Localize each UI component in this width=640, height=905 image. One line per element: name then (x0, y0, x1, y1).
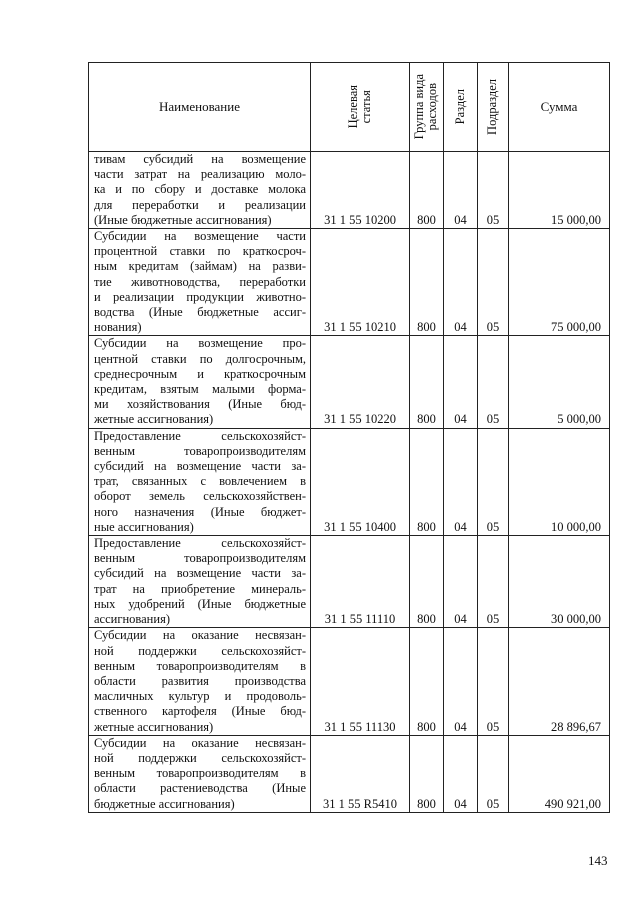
header-section (444, 63, 478, 152)
header-sum: Сумма (509, 63, 610, 152)
row-name-line: ственного картофеля (Иные бюд- (94, 704, 306, 719)
row-name-line: венным товаропроизводителям в (94, 766, 306, 781)
row-subsection-cell: 05 (478, 336, 509, 428)
row-name-cell (89, 152, 311, 229)
row-name-line: Предоставление сельскохозяйст- (94, 536, 306, 551)
row-target-cell: 31 1 55 10210 (311, 229, 410, 336)
row-group-cell: 800 (410, 628, 444, 735)
row-name-cell (89, 536, 311, 628)
header-target-line1: Целевая (345, 85, 360, 129)
row-section-cell: 04 (444, 628, 478, 735)
row-target-cell: 31 1 55 11130 (311, 628, 410, 735)
header-subsection (478, 63, 509, 152)
row-name-line: Субсидии на оказание несвязан- (94, 628, 306, 643)
table-row (89, 735, 610, 812)
row-name-line: ми хозяйствования (Иные бюд- (94, 397, 306, 412)
row-target-cell: 31 1 55 11110 (311, 536, 410, 628)
row-subsection-cell: 05 (478, 229, 509, 336)
row-name-line: оборот земель сельскохозяйствен- (94, 489, 306, 504)
row-name-line: и реализации продукции животно- (94, 289, 306, 304)
row-name-cell (89, 735, 311, 812)
row-group-cell: 800 (410, 152, 444, 229)
row-sum-cell: 5 000,00 (509, 336, 610, 428)
row-sum-cell: 10 000,00 (509, 428, 610, 535)
row-subsection-cell: 05 (478, 536, 509, 628)
row-group-cell: 800 (410, 229, 444, 336)
row-name-line: масличных культур и продоволь- (94, 689, 306, 704)
row-name-line: ассигнования) (94, 612, 170, 627)
table-row (89, 428, 610, 535)
row-name-line: тие животноводства, переработки (94, 274, 306, 289)
budget-table (88, 62, 610, 813)
table-row (89, 152, 610, 229)
row-name-line: водства (Иные бюджетные ассиг- (94, 305, 306, 320)
row-group-cell: 800 (410, 536, 444, 628)
header-section-label: Раздел (452, 89, 467, 125)
header-subsection-label: Подраздел (485, 79, 500, 135)
row-name-line: центной ставки по долгосрочным, (94, 351, 306, 366)
header-target-line2: статья (359, 90, 373, 124)
row-target-cell: 31 1 55 10220 (311, 336, 410, 428)
row-sum-cell: 28 896,67 (509, 628, 610, 735)
header-group (410, 63, 444, 152)
row-target-cell: 31 1 55 10400 (311, 428, 410, 535)
row-name-cell (89, 628, 311, 735)
page-number: 143 (588, 853, 608, 868)
row-section-cell: 04 (444, 428, 478, 535)
row-name-line: субсидий на возмещение части за- (94, 566, 306, 581)
row-name-line: (Иные бюджетные ассигнования) (94, 212, 272, 227)
row-subsection-cell: 05 (478, 428, 509, 535)
row-name-cell (89, 336, 311, 428)
row-sum-cell: 30 000,00 (509, 536, 610, 628)
row-name-cell (89, 229, 311, 336)
row-name-line: области развития производства (94, 673, 306, 688)
row-name-cell (89, 428, 311, 535)
row-name-line: для переработки и реализации (94, 197, 306, 212)
row-name-line: трат, связанных с вовлечением в (94, 474, 306, 489)
row-name-line: Субсидии на оказание несвязан- (94, 735, 306, 750)
row-name-line: процентной ставки по краткосроч- (94, 244, 306, 259)
row-section-cell: 04 (444, 536, 478, 628)
row-group-cell: 800 (410, 428, 444, 535)
row-sum-cell: 15 000,00 (509, 152, 610, 229)
row-name-line: области растениеводства (Иные (94, 781, 306, 796)
header-group-line1: Группа вида (412, 74, 427, 140)
row-group-cell: 800 (410, 336, 444, 428)
row-name-line: трат на приобретение минераль- (94, 581, 306, 596)
table-row (89, 336, 610, 428)
table-row (89, 229, 610, 336)
row-name-line: тивам субсидий на возмещение (94, 152, 306, 166)
row-section-cell: 04 (444, 735, 478, 812)
row-section-cell: 04 (444, 229, 478, 336)
row-name-line: части затрат на реализацию моло- (94, 167, 306, 182)
row-name-line: кредитам, взятым малыми форма- (94, 382, 306, 397)
row-target-cell: 31 1 55 R5410 (311, 735, 410, 812)
header-target (311, 63, 410, 152)
row-sum-cell: 490 921,00 (509, 735, 610, 812)
row-name-line: ка и по сбору и доставке молока (94, 182, 306, 197)
table-header-row (89, 63, 610, 152)
row-name-line: жетные ассигнования) (94, 719, 214, 734)
table-row (89, 536, 610, 628)
row-name-line: субсидий на возмещение части за- (94, 459, 306, 474)
header-group-line2: расходов (425, 83, 440, 131)
header-name: Наименование (89, 63, 311, 152)
row-section-cell: 04 (444, 152, 478, 229)
row-name-line: ным кредитам (займам) на разви- (94, 259, 306, 274)
row-name-line: Субсидии на возмещение про- (94, 336, 306, 351)
row-name-line: ные ассигнования) (94, 519, 194, 534)
row-name-line: бюджетные ассигнования) (94, 796, 235, 811)
row-name-line: венным товаропроизводителям в (94, 658, 306, 673)
row-target-cell: 31 1 55 10200 (311, 152, 410, 229)
row-subsection-cell: 05 (478, 152, 509, 229)
row-name-line: венным товаропроизводителям (94, 443, 306, 458)
table-body (89, 152, 610, 813)
row-name-line: венным товаропроизводителям (94, 551, 306, 566)
row-name-line: жетные ассигнования) (94, 412, 214, 427)
row-name-line: Предоставление сельскохозяйст- (94, 428, 306, 443)
row-name-line: ной поддержки сельскохозяйст- (94, 643, 306, 658)
row-section-cell: 04 (444, 336, 478, 428)
row-name-line: среднесрочным и краткосрочным (94, 366, 306, 381)
row-group-cell: 800 (410, 735, 444, 812)
row-name-line: ных удобрений (Иные бюджетные (94, 596, 306, 611)
row-subsection-cell: 05 (478, 628, 509, 735)
row-name-line: нования) (94, 320, 142, 335)
row-sum-cell: 75 000,00 (509, 229, 610, 336)
row-name-line: ной поддержки сельскохозяйст- (94, 750, 306, 765)
row-name-line: Субсидии на возмещение части (94, 229, 306, 244)
row-name-line: ного назначения (Иные бюджет- (94, 504, 306, 519)
row-subsection-cell: 05 (478, 735, 509, 812)
table-row (89, 628, 610, 735)
